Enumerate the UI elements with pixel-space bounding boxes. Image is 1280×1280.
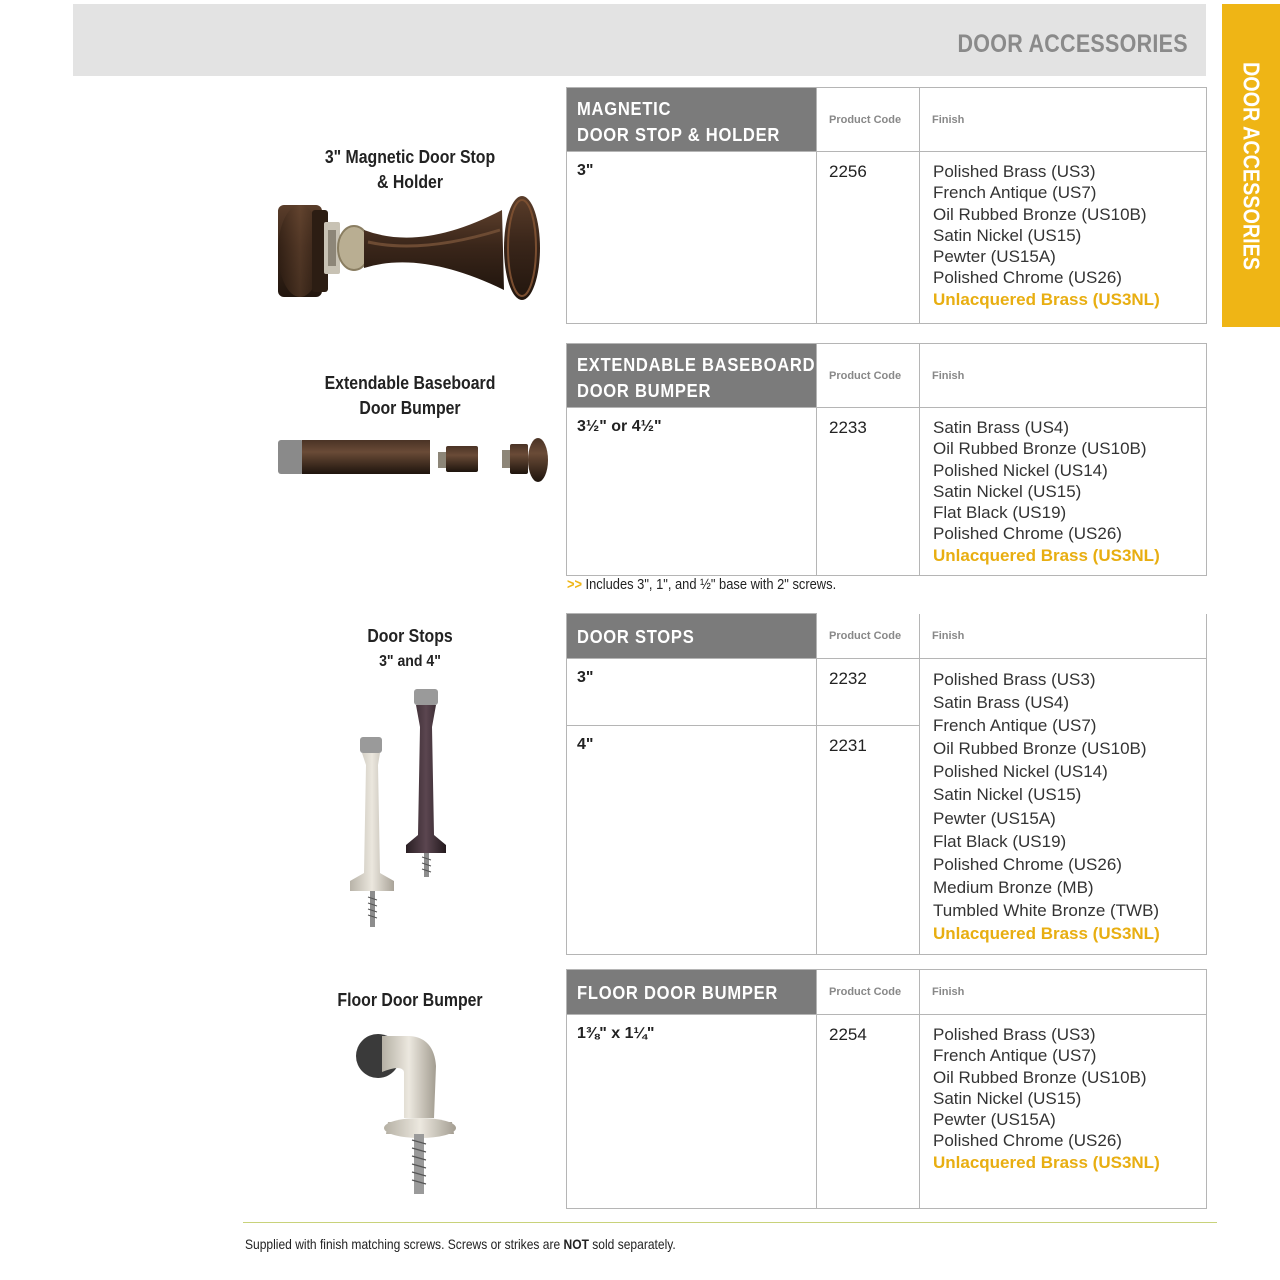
- finish-item: Polished Chrome (US26): [933, 1131, 1122, 1151]
- finish-column-header: Finish: [920, 614, 1207, 659]
- table-heading-line: FLOOR DOOR BUMPER: [577, 983, 779, 1003]
- finish-item-highlight: Unlacquered Brass (US3NL): [933, 1152, 1160, 1172]
- page-title: DOOR ACCESSORIES: [957, 30, 1188, 58]
- product-label-door-stops: [278, 624, 542, 674]
- finish-item: Flat Black (US19): [933, 503, 1067, 523]
- finish-item: Tumbled White Bronze (TWB): [933, 900, 1160, 920]
- finish-item: Satin Nickel (US15): [933, 1088, 1082, 1108]
- finish-item: Pewter (US15A): [933, 247, 1056, 267]
- finish-item: Pewter (US15A): [933, 1110, 1056, 1130]
- finish-item-highlight: Unlacquered Brass (US3NL): [933, 289, 1160, 309]
- size-cell: 1⅜" x 1¼": [567, 1015, 817, 1209]
- baseboard-note: [567, 576, 836, 593]
- finish-item: Flat Black (US19): [933, 831, 1067, 851]
- product-label-line: 3" Magnetic Door Stop: [324, 147, 496, 167]
- size-cell: 4": [567, 726, 817, 955]
- product-code-column-header: Product Code: [817, 614, 920, 659]
- finish-list: [920, 659, 1207, 955]
- finish-item: Polished Brass (US3): [933, 162, 1096, 181]
- finish-item: Polished Nickel (US14): [933, 460, 1108, 480]
- product-code-cell: 2254: [817, 1015, 920, 1209]
- product-code-column-header: Product Code: [817, 344, 920, 408]
- footer-divider: [243, 1222, 1217, 1223]
- finish-item: Polished Brass (US3): [933, 1025, 1096, 1044]
- finish-item: French Antique (US7): [933, 183, 1097, 203]
- page-header-bar: [73, 4, 1206, 76]
- product-code-column-header: Product Code: [817, 970, 920, 1015]
- spec-table-baseboard: [566, 343, 1207, 576]
- finish-item: Pewter (US15A): [933, 808, 1056, 828]
- finish-item: Oil Rubbed Bronze (US10B): [933, 1067, 1147, 1087]
- product-label-floor-bumper: [278, 988, 542, 1013]
- finish-item: Polished Chrome (US26): [933, 524, 1122, 544]
- product-label-line: & Holder: [376, 172, 443, 192]
- finish-item: Polished Chrome (US26): [933, 854, 1122, 874]
- finish-list: [920, 1015, 1207, 1209]
- note-text: Includes 3", 1", and ½" base with 2" screws.: [585, 576, 837, 593]
- footer-note: [245, 1236, 676, 1252]
- finish-column-header: Finish: [920, 88, 1207, 152]
- section-side-tab: [1222, 4, 1280, 327]
- spec-table-door-stops: [566, 613, 1207, 955]
- finish-list: [920, 408, 1207, 576]
- side-tab-label: DOOR ACCESSORIES: [1238, 61, 1265, 270]
- product-code-cell: 2256: [817, 152, 920, 324]
- floor-bumper-image: [352, 1022, 472, 1202]
- finish-item: Polished Chrome (US26): [933, 268, 1122, 288]
- finish-list: [920, 152, 1207, 324]
- finish-item: Satin Nickel (US15): [933, 225, 1082, 245]
- table-heading: [567, 614, 817, 659]
- double-arrow-icon: >>: [567, 576, 583, 593]
- product-label-baseboard: [278, 371, 542, 421]
- table-heading: [567, 344, 817, 408]
- table-heading-line: DOOR BUMPER: [577, 381, 712, 401]
- magnetic-door-stop-image: [272, 180, 562, 310]
- finish-column-header: Finish: [920, 344, 1207, 408]
- finish-item: Oil Rubbed Bronze (US10B): [933, 439, 1147, 459]
- size-cell: 3½" or 4½": [567, 408, 817, 576]
- table-heading: [567, 970, 817, 1015]
- product-label-line: Floor Door Bumper: [337, 990, 483, 1010]
- table-heading-line: DOOR STOPS: [577, 627, 695, 647]
- product-label-line: 3" and 4": [379, 653, 441, 670]
- spec-table-magnetic: [566, 87, 1207, 324]
- finish-item: Satin Brass (US4): [933, 693, 1070, 713]
- table-heading-line: MAGNETIC: [577, 99, 672, 119]
- product-code-cell: 2233: [817, 408, 920, 576]
- finish-item: Polished Nickel (US14): [933, 762, 1108, 782]
- finish-item: Polished Brass (US3): [933, 670, 1096, 689]
- footer-emphasis: NOT: [563, 1236, 589, 1252]
- finish-item: French Antique (US7): [933, 1046, 1097, 1066]
- finish-item: Oil Rubbed Bronze (US10B): [933, 204, 1147, 224]
- product-label-line: Door Bumper: [359, 398, 461, 418]
- product-label-line: Extendable Baseboard: [324, 373, 496, 393]
- finish-item: Oil Rubbed Bronze (US10B): [933, 739, 1147, 759]
- door-stops-image: [350, 685, 460, 935]
- finish-item-highlight: Unlacquered Brass (US3NL): [933, 924, 1160, 944]
- product-code-cell: 2232: [817, 659, 920, 726]
- spec-table-floor-bumper: [566, 969, 1207, 1209]
- size-cell: 3": [567, 659, 817, 726]
- table-heading-line: DOOR STOP & HOLDER: [577, 125, 781, 145]
- product-label-line: Door Stops: [367, 626, 453, 646]
- finish-item: Satin Nickel (US15): [933, 785, 1082, 805]
- finish-item: Satin Nickel (US15): [933, 481, 1082, 501]
- finish-item: Medium Bronze (MB): [933, 877, 1094, 897]
- finish-item-highlight: Unlacquered Brass (US3NL): [933, 545, 1160, 565]
- finish-item: French Antique (US7): [933, 716, 1097, 736]
- table-heading-line: EXTENDABLE BASEBOARD: [577, 355, 816, 375]
- footer-text: Supplied with finish matching screws. Screws or strikes are: [245, 1236, 564, 1252]
- finish-item: Satin Brass (US4): [933, 418, 1070, 437]
- finish-column-header: Finish: [920, 970, 1207, 1015]
- product-code-column-header: Product Code: [817, 88, 920, 152]
- baseboard-bumper-image: [272, 430, 557, 490]
- product-code-cell: 2231: [817, 726, 920, 955]
- table-heading: [567, 88, 817, 152]
- footer-text: sold separately.: [588, 1236, 676, 1252]
- size-cell: 3": [567, 152, 817, 324]
